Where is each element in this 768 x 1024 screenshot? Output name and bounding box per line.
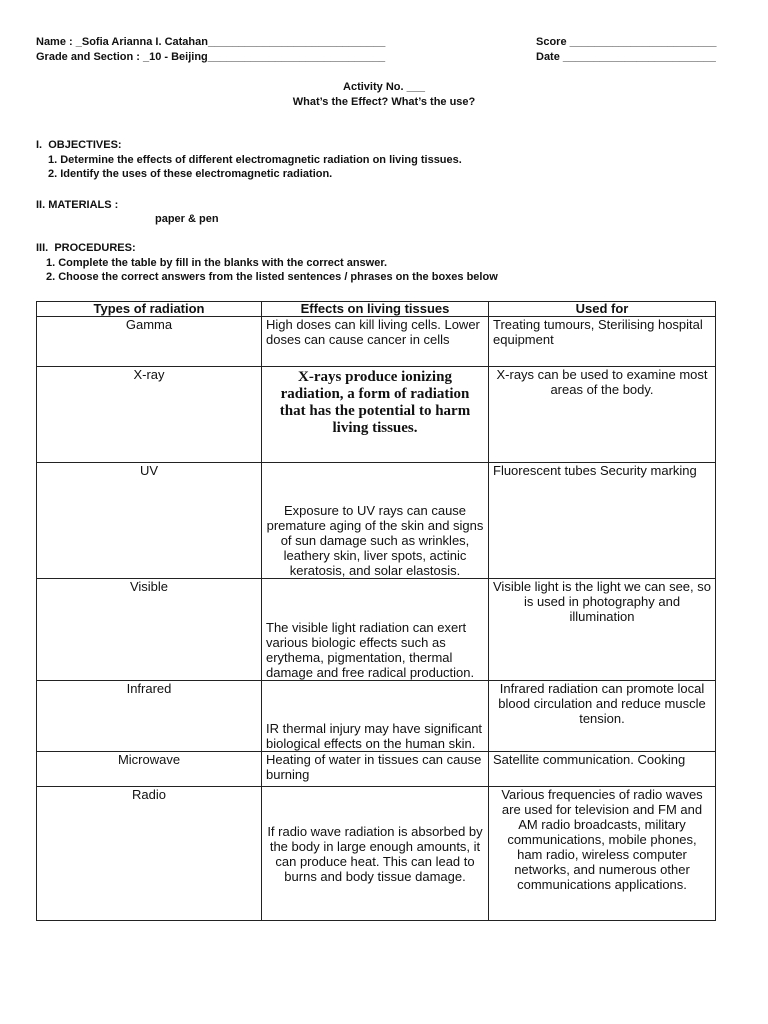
table-row bbox=[37, 787, 716, 921]
use-cell: Fluorescent tubes Security marking bbox=[489, 463, 716, 579]
use-cell: Treating tumours, Sterilising hospital equipment bbox=[489, 317, 716, 367]
header-used-for: Used for bbox=[489, 302, 716, 317]
type-cell: Gamma bbox=[37, 317, 262, 367]
table-row bbox=[37, 579, 716, 681]
procedure-item: 1. Complete the table by fill in the blanks with the correct answer. bbox=[46, 257, 388, 269]
effect-cell: If radio wave radiation is absorbed by the body in large enough amounts, it can produce heat. This can lead to burns and body tissue damage. bbox=[262, 787, 489, 921]
objective-item: 2. Identify the uses of these electromagnetic radiation. bbox=[48, 168, 333, 180]
type-cell: X-ray bbox=[37, 367, 262, 463]
table-row bbox=[37, 463, 716, 579]
grade-section-field: Grade and Section : _10 - Beijing_____________________________ bbox=[36, 51, 386, 63]
table-row bbox=[37, 367, 716, 463]
type-cell: Microwave bbox=[37, 752, 262, 787]
radiation-table bbox=[36, 301, 716, 921]
effect-cell: The visible light radiation can exert various biologic effects such as erythema, pigmentation, thermal damage and free radical production. bbox=[266, 620, 475, 680]
effect-cell: High doses can kill living cells. Lower doses can cause cancer in cells bbox=[262, 317, 489, 367]
use-cell: X-rays can be used to examine most areas of the body. bbox=[489, 367, 716, 463]
objective-item: 1. Determine the effects of different electromagnetic radiation on living tissues. bbox=[48, 154, 462, 166]
materials-heading: II. MATERIALS : bbox=[36, 199, 119, 211]
table-header-row bbox=[37, 302, 716, 317]
table-row bbox=[37, 317, 716, 367]
procedure-item: 2. Choose the correct answers from the listed sentences / phrases on the boxes below bbox=[46, 271, 498, 283]
use-cell: Satellite communication. Cooking bbox=[489, 752, 716, 787]
type-cell: UV bbox=[37, 463, 262, 579]
objectives-heading: I. OBJECTIVES: bbox=[36, 139, 122, 151]
effect-cell: Exposure to UV rays can cause premature aging of the skin and signs of sun damage such as wrinkles, leathery skin, liver spots, actinic keratosis, and solar elastosis. bbox=[266, 503, 484, 578]
use-cell: Visible light is the light we can see, so is used in photography and illumination bbox=[489, 579, 716, 681]
header-types: Types of radiation bbox=[37, 302, 262, 317]
header-effects: Effects on living tissues bbox=[262, 302, 489, 317]
use-cell: Various frequencies of radio waves are used for television and FM and AM radio broadcasts, military communications, mobile phones, ham radio, wireless computer networks, and numerous other communications applications. bbox=[489, 787, 716, 921]
procedures-heading: III. PROCEDURES: bbox=[36, 242, 136, 254]
effect-cell: X-rays produce ionizing radiation, a form of radiation that has the potential to harm living tissues. bbox=[279, 369, 471, 436]
effect-cell: Heating of water in tissues can cause burning bbox=[262, 752, 489, 787]
date-field: Date _________________________ bbox=[536, 51, 716, 63]
table-row bbox=[37, 752, 716, 787]
use-cell: Infrared radiation can promote local blood circulation and reduce muscle tension. bbox=[489, 681, 716, 752]
type-cell: Visible bbox=[37, 579, 262, 681]
type-cell: Radio bbox=[37, 787, 262, 921]
score-field: Score ________________________ bbox=[536, 36, 717, 48]
materials-value: paper & pen bbox=[155, 213, 219, 225]
activity-title: What’s the Effect? What’s the use? bbox=[292, 96, 476, 108]
effect-cell: IR thermal injury may have significant biological effects on the human skin. bbox=[266, 721, 483, 751]
name-field: Name : _Sofia Arianna I. Catahan_____________________________ bbox=[36, 36, 386, 48]
activity-number: Activity No. ___ bbox=[343, 81, 425, 93]
table-row bbox=[37, 681, 716, 752]
type-cell: Infrared bbox=[37, 681, 262, 752]
